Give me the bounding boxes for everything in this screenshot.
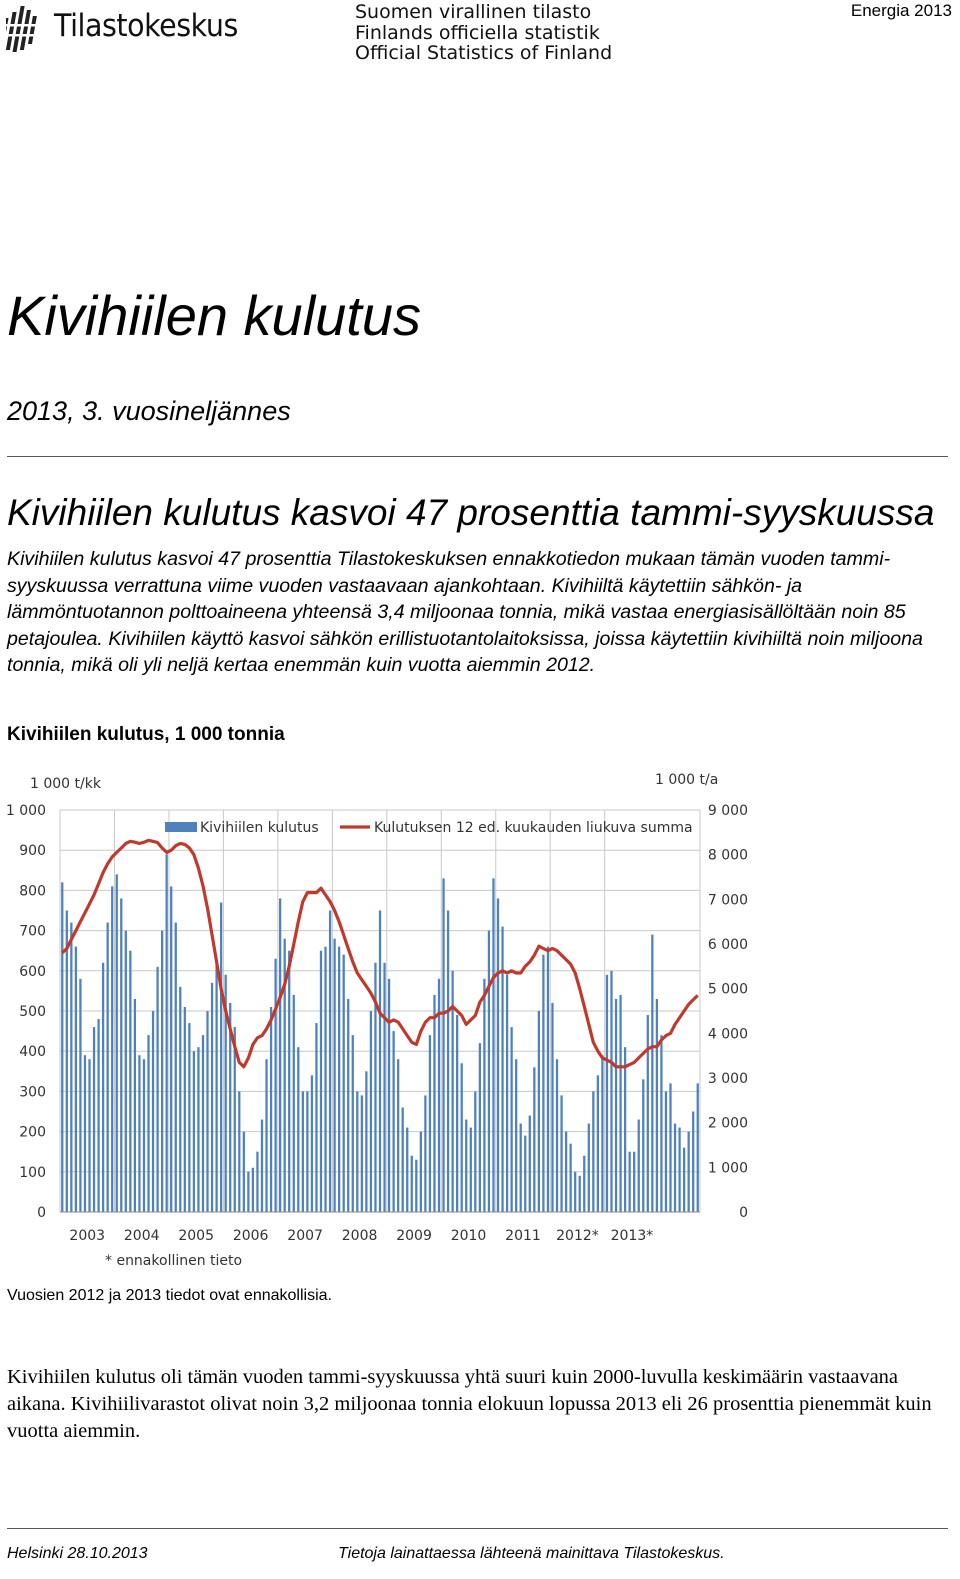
bar — [642, 1079, 644, 1212]
bar — [84, 1055, 86, 1212]
bar — [343, 955, 345, 1212]
bar — [120, 898, 122, 1212]
bar — [288, 951, 290, 1212]
year-tick-label: 2006 — [232, 1228, 269, 1244]
left-tick-label: 400 — [19, 1044, 46, 1061]
bar — [166, 854, 168, 1212]
bar — [461, 1063, 463, 1212]
bar — [529, 1116, 531, 1212]
headline: Kivihiilen kulutus kasvoi 47 prosenttia tammi-syyskuussa — [7, 492, 935, 533]
official-line-en: Official Statistics of Finland — [355, 42, 613, 64]
bar — [560, 1095, 562, 1212]
bar — [347, 999, 349, 1212]
official-line-sv: Finlands officiella statistik — [355, 21, 600, 44]
bar — [261, 1120, 263, 1212]
bar — [61, 882, 63, 1212]
bar — [660, 1035, 662, 1212]
right-tick-label: 9 000 — [707, 803, 748, 819]
bar — [669, 1083, 671, 1212]
document-title: Kivihiilen kulutus — [7, 284, 421, 347]
bar — [506, 975, 508, 1212]
bar — [329, 911, 331, 1213]
bar — [678, 1128, 680, 1212]
bar — [479, 1043, 481, 1212]
bar — [420, 1132, 422, 1212]
series-label: Energia 2013 — [850, 1, 952, 20]
left-tick-label: 200 — [19, 1124, 46, 1141]
brand-name: Tilastokeskus — [54, 8, 238, 44]
bar — [156, 967, 158, 1212]
bar — [665, 1091, 667, 1212]
bar — [570, 1144, 572, 1212]
chart-bars — [61, 854, 699, 1212]
bar — [324, 947, 326, 1212]
year-tick-label: 2011 — [505, 1228, 541, 1244]
bar — [252, 1168, 254, 1212]
bar — [270, 1007, 272, 1212]
bar — [533, 1067, 535, 1212]
right-tick-label: 8 000 — [707, 847, 748, 864]
bar — [125, 931, 127, 1212]
footer-citation: Tietoja lainattaessa lähteenä mainittava Tilastokeskus. — [338, 1545, 725, 1562]
bar — [143, 1059, 145, 1212]
bar — [333, 939, 335, 1212]
bar — [320, 951, 322, 1212]
right-tick-label: 4 000 — [707, 1026, 748, 1043]
bar — [424, 1095, 426, 1212]
chart-footnote: * ennakollinen tieto — [105, 1253, 243, 1269]
year-tick-label: 2010 — [450, 1228, 487, 1244]
divider — [7, 456, 948, 457]
bar — [633, 1152, 635, 1212]
bar — [415, 1160, 417, 1212]
bar — [402, 1107, 404, 1212]
bar — [202, 1035, 204, 1212]
bar — [161, 931, 163, 1212]
bar — [520, 1124, 522, 1212]
bar — [211, 983, 213, 1212]
bar — [356, 1091, 358, 1212]
bar — [597, 1075, 599, 1212]
bar — [102, 963, 104, 1212]
bar — [370, 1011, 372, 1212]
bar — [656, 999, 658, 1212]
bar — [456, 1015, 458, 1212]
right-tick-label: 0 — [739, 1205, 748, 1221]
left-axis-unit: 1 000 t/kk — [30, 776, 101, 792]
legend-label-line: Kulutuksen 12 ed. kuukauden liukuva summa — [374, 820, 693, 836]
bar — [497, 898, 499, 1212]
bar — [624, 1047, 626, 1212]
right-axis-unit: 1 000 t/a — [655, 772, 719, 788]
right-tick-label: 5 000 — [707, 981, 748, 998]
bar — [492, 878, 494, 1212]
bar — [188, 1023, 190, 1212]
bar — [365, 1071, 367, 1212]
bar — [238, 1091, 240, 1212]
bar — [583, 1156, 585, 1212]
bar — [510, 1027, 512, 1212]
left-tick-label: 700 — [19, 923, 46, 940]
bar — [547, 947, 549, 1212]
bar — [88, 1059, 90, 1212]
body-paragraph: Kivihiilen kulutus oli tämän vuoden tammi-syyskuussa yhtä suuri kuin 2000-luvulla keskimäärin vastaavana aikana. Kivihiilivarastot olivat noin 3,2 miljoonaa tonnia elokuun lopussa 2013 eli 26 prosenttia pienemmät kuin vuotta aiemmin. — [7, 1366, 932, 1442]
bar — [352, 1035, 354, 1212]
lead-paragraph: Kivihiilen kulutus kasvoi 47 prosenttia Tilastokeskuksen ennakkotiedon mukaan tämän vuoden tammi-syyskuussa verrattuna viime vuoden vastaavaan ajankohtaan. Kivihiiltä käytettiin sähkön- ja lämmöntuotannon polttoaineena yhteensä 3,4 miljoonaa tonnia, mikä vastaa energiasisällöltään noin 85 petajoulea. Kivihiilen käyttö kasvoi sähkön erillistuotantolaitoksissa, joissa käytettiin kivihiiltä noin miljoona tonnia, mikä oli yli neljä kertaa enemmän kuin vuotta aiemmin 2012. — [7, 548, 923, 676]
bar — [574, 1172, 576, 1212]
year-tick-label: 2008 — [341, 1228, 378, 1244]
bar — [379, 911, 381, 1213]
bar — [601, 1055, 603, 1212]
bar — [674, 1124, 676, 1212]
bar — [397, 1059, 399, 1212]
bar — [111, 886, 113, 1212]
right-tick-label: 3 000 — [707, 1071, 748, 1087]
bar — [315, 1023, 317, 1212]
bar — [193, 1051, 195, 1212]
left-tick-label: 300 — [19, 1084, 46, 1101]
bar — [279, 898, 281, 1212]
bar — [215, 963, 217, 1212]
bar — [297, 1047, 299, 1212]
bar — [615, 999, 617, 1212]
right-tick-label: 6 000 — [707, 937, 748, 953]
bar — [442, 878, 444, 1212]
left-tick-label: 900 — [19, 843, 46, 860]
legend-swatch-bars — [165, 822, 197, 832]
chart-note: Vuosien 2012 ja 2013 tiedot ovat ennakollisia. — [7, 1287, 332, 1304]
bar — [474, 1091, 476, 1212]
footer-divider — [7, 1528, 948, 1529]
bar — [392, 1031, 394, 1212]
left-tick-label: 600 — [19, 963, 46, 980]
bar — [184, 1007, 186, 1212]
bar — [134, 999, 136, 1212]
bar — [311, 1075, 313, 1212]
chart-legend — [165, 820, 693, 836]
bar — [152, 1011, 154, 1212]
tilastokeskus-logo-icon — [6, 4, 56, 56]
bar — [588, 1124, 590, 1212]
period-label: 2013, 3. vuosineljännes — [7, 396, 291, 426]
bar — [483, 979, 485, 1212]
bar — [619, 995, 621, 1212]
year-tick-label: 2003 — [69, 1228, 106, 1244]
year-tick-label: 2012* — [556, 1228, 599, 1244]
bar — [93, 1027, 95, 1212]
bar — [538, 1011, 540, 1212]
year-tick-label: 2004 — [123, 1228, 160, 1244]
bar — [515, 1059, 517, 1212]
bar — [138, 1055, 140, 1212]
bar — [293, 995, 295, 1212]
right-tick-label: 2 000 — [707, 1115, 748, 1132]
bar — [470, 1128, 472, 1212]
legend-label-bars: Kivihiilen kulutus — [200, 820, 319, 836]
chart-heading: Kivihiilen kulutus, 1 000 tonnia — [7, 724, 285, 745]
bar — [220, 902, 222, 1212]
year-tick-label: 2013* — [610, 1228, 654, 1244]
left-tick-label: 500 — [19, 1004, 46, 1020]
footer-date: Helsinki 28.10.2013 — [7, 1545, 148, 1562]
bar — [692, 1112, 694, 1213]
bar — [610, 971, 612, 1212]
consumption-chart — [0, 760, 770, 1275]
bar — [556, 1059, 558, 1212]
bar — [338, 947, 340, 1212]
left-tick-label: 800 — [19, 883, 46, 900]
bar — [411, 1156, 413, 1212]
bar — [651, 935, 653, 1212]
bar — [206, 1011, 208, 1212]
bar — [79, 979, 81, 1212]
left-tick-label: 1 000 — [5, 803, 46, 819]
bar — [551, 1003, 553, 1212]
bar — [606, 975, 608, 1212]
bar — [197, 1047, 199, 1212]
left-tick-label: 0 — [37, 1205, 46, 1221]
bar — [361, 1095, 363, 1212]
year-tick-label: 2007 — [287, 1228, 323, 1244]
bar — [388, 979, 390, 1212]
year-tick-label: 2009 — [396, 1228, 432, 1244]
bar — [406, 1128, 408, 1212]
bar — [306, 1091, 308, 1212]
bar — [256, 1152, 258, 1212]
year-tick-label: 2005 — [178, 1228, 214, 1244]
left-tick-label: 100 — [19, 1164, 46, 1181]
bar — [429, 1035, 431, 1212]
bar — [629, 1152, 631, 1212]
bar — [70, 923, 72, 1212]
bar — [647, 1015, 649, 1212]
bar — [129, 951, 131, 1212]
official-line-fi: Suomen virallinen tilasto — [355, 1, 592, 23]
bar — [147, 1035, 149, 1212]
bar — [565, 1132, 567, 1212]
bar — [66, 911, 68, 1213]
bar — [592, 1091, 594, 1212]
bar — [274, 959, 276, 1212]
bar — [688, 1132, 690, 1212]
bar — [97, 1019, 99, 1212]
right-tick-label: 7 000 — [707, 892, 748, 909]
bar — [170, 886, 172, 1212]
bar — [465, 1120, 467, 1212]
bar — [265, 1059, 267, 1212]
bar — [579, 1176, 581, 1212]
bar — [243, 1132, 245, 1212]
bar — [638, 1120, 640, 1212]
bar — [683, 1148, 685, 1212]
bar — [75, 947, 77, 1212]
bar — [542, 955, 544, 1212]
bar — [383, 963, 385, 1212]
bar — [247, 1172, 249, 1212]
bar — [175, 923, 177, 1212]
bar — [179, 987, 181, 1212]
bar — [488, 931, 490, 1212]
bar — [524, 1136, 526, 1212]
official-statistics-label — [355, 2, 612, 64]
bar — [116, 874, 118, 1212]
bar — [302, 1091, 304, 1212]
bar — [697, 1083, 699, 1212]
bar — [433, 995, 435, 1212]
right-tick-label: 1 000 — [707, 1160, 748, 1177]
bar — [447, 911, 449, 1213]
bar — [107, 923, 109, 1212]
